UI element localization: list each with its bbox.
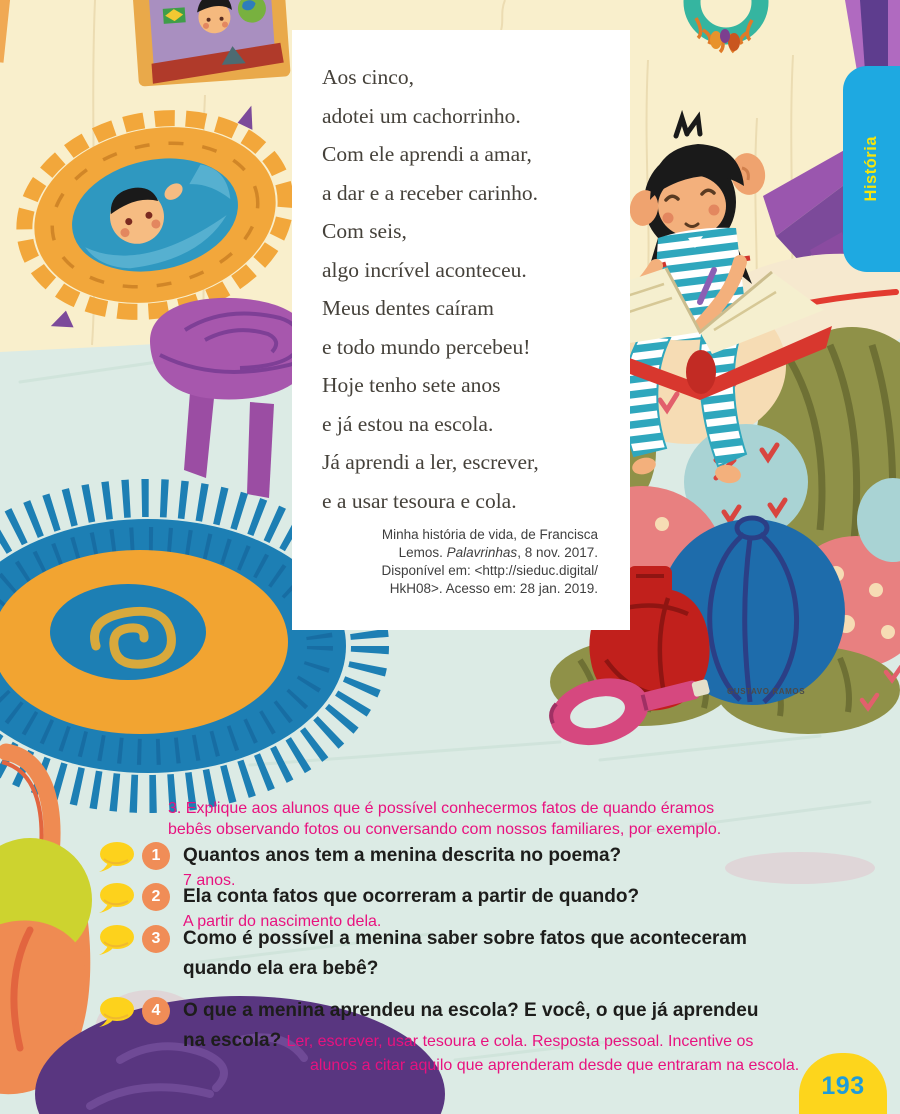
speech-bubble-icon: [98, 996, 135, 1027]
poem-line: Meus dentes caíram: [322, 296, 494, 320]
page-number: 193: [821, 1072, 865, 1100]
answer-text: Ler, escrever, usar tesoura e cola. Resposta pessoal. Incentive os: [286, 1033, 754, 1050]
picture-frame: [132, 0, 291, 87]
poem-line: adotei um cachorrinho.: [322, 103, 521, 128]
question-number-badge: 3: [142, 925, 170, 953]
subject-tab-label: História: [862, 136, 880, 202]
poem-citation: Minha história de vida, de Francisca Lemos. Palavrinhas, 8 nov. 2017. Disponível em: <http://sieduc.digital/ HkH08>. Acesso em: 28 jan. 2019.: [381, 527, 598, 596]
poem: [322, 58, 598, 520]
question-3: [98, 924, 747, 984]
poem-line: Hoje tenho sete anos: [322, 373, 501, 397]
subject-tab-historia: [843, 66, 900, 272]
poem-line: a dar e a receber carinho.: [322, 180, 539, 205]
answer-text: 7 anos.: [183, 872, 236, 889]
question-number-badge: 2: [142, 883, 170, 911]
question-text: Como é possível a menina saber sobre fatos que aconteceram quando ela era bebê?: [183, 928, 747, 979]
poem-panel: [292, 30, 630, 630]
question-number-badge: 1: [142, 842, 170, 870]
teacher-note: 3. Explique aos alunos que é possível conhecermos fatos de quando éramos bebês observando fotos ou conversando com nossos familiares, por exemplo.: [168, 800, 722, 838]
answer-text: alunos a citar aquilo que aprenderam desde que entraram na escola.: [310, 1057, 800, 1074]
speech-bubble-icon: [98, 841, 135, 872]
question-text: O que a menina aprendeu na escola? E você, o que já aprendeu na escola? Ler, escrever, usar tesoura e cola. Resposta pessoal. Incentive os alunos a citar aquilo que aprenderam desde que entraram na escola.: [183, 1000, 800, 1074]
question-text: Quantos anos tem a menina descrita no poema? 7 anos.: [183, 845, 622, 889]
question-number-badge: 4: [142, 997, 170, 1025]
poem-line: algo incrível aconteceu.: [322, 257, 527, 282]
poem-line: Com seis,: [322, 219, 407, 243]
poem-line: e a usar tesoura e cola.: [322, 488, 517, 513]
question-text: Ela conta fatos que ocorreram a partir de quando? A partir do nascimento dela.: [183, 886, 640, 930]
speech-bubble-icon: [98, 924, 135, 955]
poem-line: e todo mundo percebeu!: [322, 334, 531, 359]
question-4: [98, 996, 799, 1076]
poem-line: Com ele aprendi a amar,: [322, 142, 532, 166]
illustrator-credit: GUSTAVO RAMOS: [727, 687, 806, 696]
speech-bubble-icon: [98, 882, 135, 913]
answer-text: A partir do nascimento dela.: [183, 913, 382, 930]
poem-line: Já aprendi a ler, escrever,: [322, 450, 539, 474]
poem-line: e já estou na escola.: [322, 411, 494, 436]
poem-line: Aos cinco,: [322, 65, 414, 89]
